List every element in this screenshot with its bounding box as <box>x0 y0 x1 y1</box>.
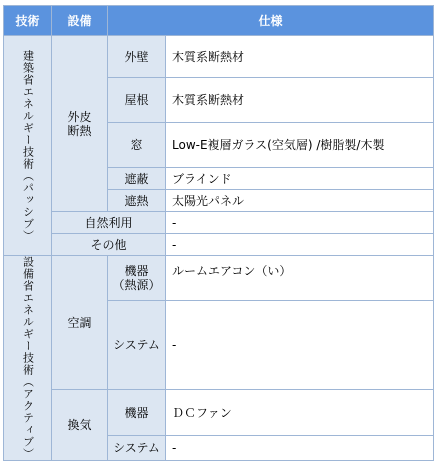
table-row <box>4 234 434 256</box>
hvac-cell: 空調 <box>52 256 108 390</box>
row-value: ＤＣファン <box>166 390 434 436</box>
other-label: その他 <box>52 234 166 256</box>
natural-value: - <box>166 212 434 234</box>
other-value: - <box>166 234 434 256</box>
spec-table-container <box>3 5 434 461</box>
row-label: 機器 （熱源） <box>108 256 166 301</box>
row-value: ブラインド <box>166 168 434 190</box>
vent-cell: 換気 <box>52 390 108 461</box>
row-label: 遮蔽 <box>108 168 166 190</box>
row-value: ルームエアコン（い） <box>166 256 434 301</box>
row-value: - <box>166 301 434 390</box>
table-row <box>4 36 434 78</box>
header-equipment: 設備 <box>52 6 108 36</box>
row-label: 遮熱 <box>108 190 166 212</box>
row-value: - <box>166 436 434 461</box>
row-label: 外壁 <box>108 36 166 78</box>
row-label: システム <box>108 301 166 390</box>
passive-category-label: 建築省エネルギー技術（パッシブ） <box>21 49 35 242</box>
row-value: 木質系断熱材 <box>166 78 434 123</box>
active-category-cell <box>4 256 52 461</box>
header-technology: 技術 <box>4 6 52 36</box>
envelope-cell <box>52 36 108 212</box>
row-value: 太陽光パネル <box>166 190 434 212</box>
row-value: Low-E複層ガラス(空気層) /樹脂製/木製 <box>166 123 434 168</box>
envelope-label: 外皮断熱 <box>67 109 92 138</box>
row-label: 機器 <box>108 390 166 436</box>
table-row <box>4 256 434 301</box>
natural-label: 自然利用 <box>52 212 166 234</box>
table-row <box>4 212 434 234</box>
spec-table <box>3 5 434 461</box>
passive-category-cell <box>4 36 52 256</box>
row-label: 屋根 <box>108 78 166 123</box>
header-row <box>4 6 434 36</box>
row-value: 木質系断熱材 <box>166 36 434 78</box>
row-label: システム <box>108 436 166 461</box>
row-label: 窓 <box>108 123 166 168</box>
table-row <box>4 390 434 436</box>
header-specification: 仕様 <box>108 6 434 36</box>
active-category-label: 設備省エネルギー技術（アクティブ） <box>21 256 35 460</box>
